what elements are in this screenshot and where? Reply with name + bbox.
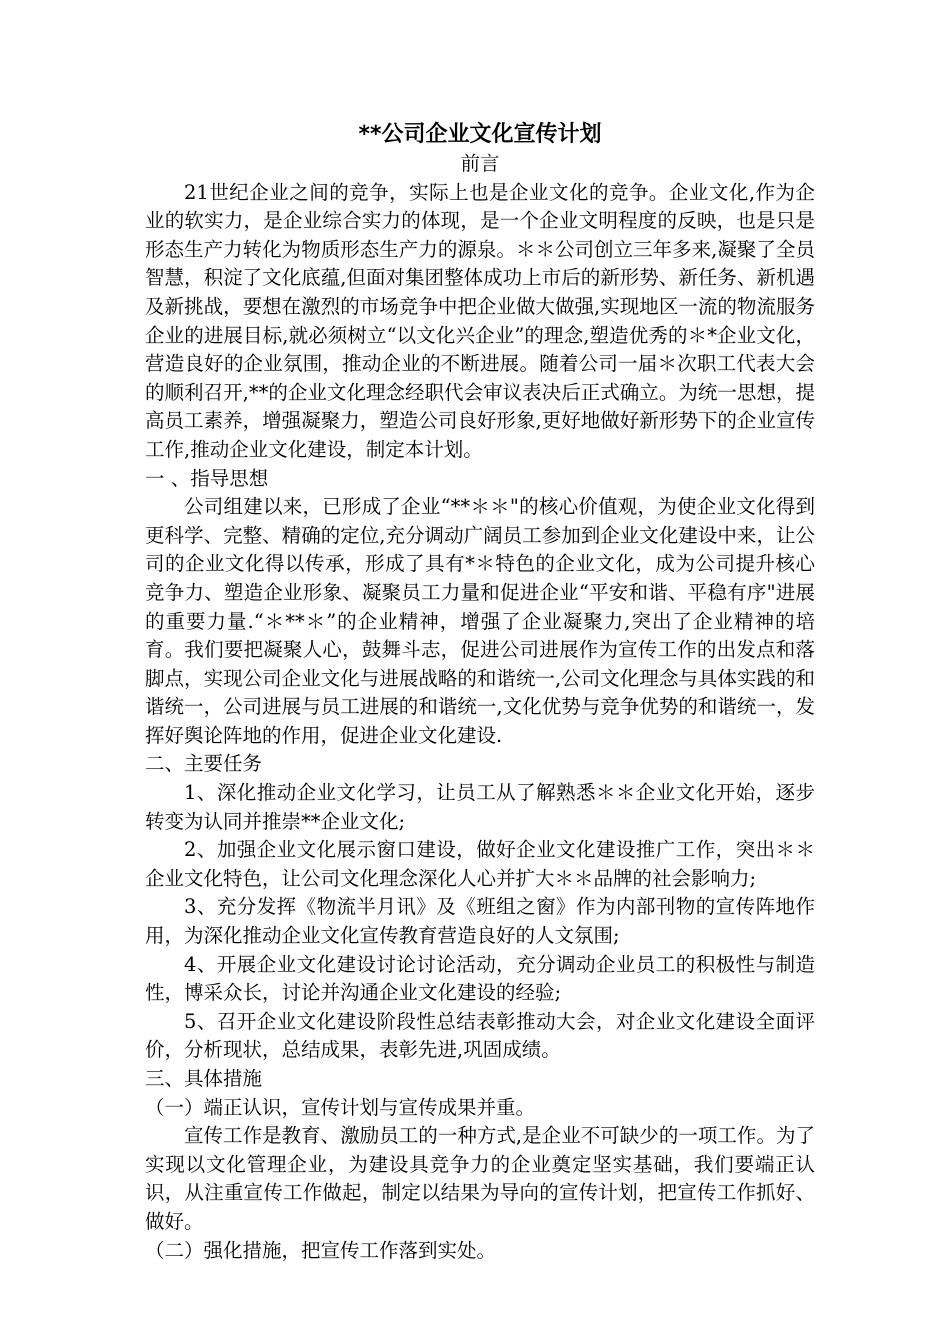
task-item-2: 2、加强企业文化展示窗口建设，做好企业文化建设推广工作，突出＊＊企业文化特色，让公司文化理念深化人心并扩大＊＊品牌的社会影响力; bbox=[145, 838, 815, 890]
document-title: **公司企业文化宣传计划 bbox=[358, 122, 602, 147]
paragraph-measure-1: 宣传工作是教育、激励员工的一种方式,是企业不可缺少的一项工作。为了实现以文化管理企业，为建设具竞争力的企业奠定坚实基础，我们要端正认识，从注重宣传工作做起，制定以结果为导向的宣传计划，把宣传工作抓好、做好。 bbox=[145, 1124, 815, 1233]
subsection-heading-2: （二）强化措施，把宣传工作落到实处。 bbox=[145, 1238, 497, 1262]
section-heading-specific-measures: 三、具体措施 bbox=[145, 1067, 263, 1090]
subsection-heading-1: （一）端正认识，宣传计划与宣传成果并重。 bbox=[145, 1095, 536, 1119]
paragraph-guiding-ideology: 公司组建以来，已形成了企业“**＊＊"的核心价值观，为使企业文化得到更科学、完整、精确的定位,充分调动广阔员工参加到企业文化建设中来，让公司的企业文化得以传承，形成了具有*＊特色的企业文化，成为公司提升核心竞争力、塑造企业形象、凝聚员工力量和促进企业“平安和谐、平稳有序"进展的重要力量.“＊**＊”的企业精神，增强了企业凝聚力,突出了企业精神的培育。我们要把凝聚人心，鼓舞斗志，促进公司进展作为宣传工作的出发点和落脚点，实现公司企业文化与进展战略的和谐统一,公司文化理念与具体实践的和谐统一，公司进展与员工进展的和谐统一,文化优势与竞争优势的和谐统一，发挥好舆论阵地的作用，促进企业文化建设. bbox=[145, 495, 815, 747]
task-item-5: 5、召开企业文化建设阶段性总结表彰推动大会，对企业文化建设全面评价，分析现状，总结成果，表彰先进,巩固成绩。 bbox=[145, 1009, 815, 1062]
task-item-3: 3、充分发挥《物流半月讯》及《班组之窗》作为内部刊物的宣传阵地作用，为深化推动企业文化宣传教育营造良好的人文氛围; bbox=[145, 895, 815, 948]
section-heading-main-tasks: 二、主要任务 bbox=[145, 752, 263, 776]
task-item-1: 1、深化推动企业文化学习，让员工从了解熟悉＊＊企业文化开始，逐步转变为认同并推崇**企业文化; bbox=[145, 781, 815, 833]
document-body bbox=[145, 179, 815, 1266]
section-heading-guiding-ideology: 一 、指导思想 bbox=[145, 466, 269, 490]
document-subtitle: 前言 bbox=[460, 152, 500, 175]
paragraph-preface: 21世纪企业之间的竞争，实际上也是企业文化的竞争。企业文化,作为企业的软实力，是企业综合实力的体现，是一个企业文明程度的反映，也是只是形态生产力转化为物质形态生产力的源泉。＊＊公司创立三年多来,凝聚了全员智慧，积淀了文化底蕴,但面对集团整体成功上市后的新形势、新任务、新机遇及新挑战，要想在激烈的市场竞争中把企业做大做强,实现地区一流的物流服务企业的进展目标,就必须树立“以文化兴企业”的理念,塑造优秀的＊*企业文化，营造良好的企业氛围，推动企业的不断进展。随着公司一届＊次职工代表大会的顺利召开,**的企业文化理念经职代会审议表决后正式确立。为统一思想，提高员工素养，增强凝聚力，塑造公司良好形象,更好地做好新形势下的企业宣传工作,推动企业文化建设，制定本计划。 bbox=[145, 180, 815, 461]
task-item-4: 4、开展企业文化建设讨论讨论活动，充分调动企业员工的积极性与制造性，博采众长，讨论并沟通企业文化建设的经验; bbox=[145, 952, 815, 1005]
document-page bbox=[145, 120, 815, 1265]
